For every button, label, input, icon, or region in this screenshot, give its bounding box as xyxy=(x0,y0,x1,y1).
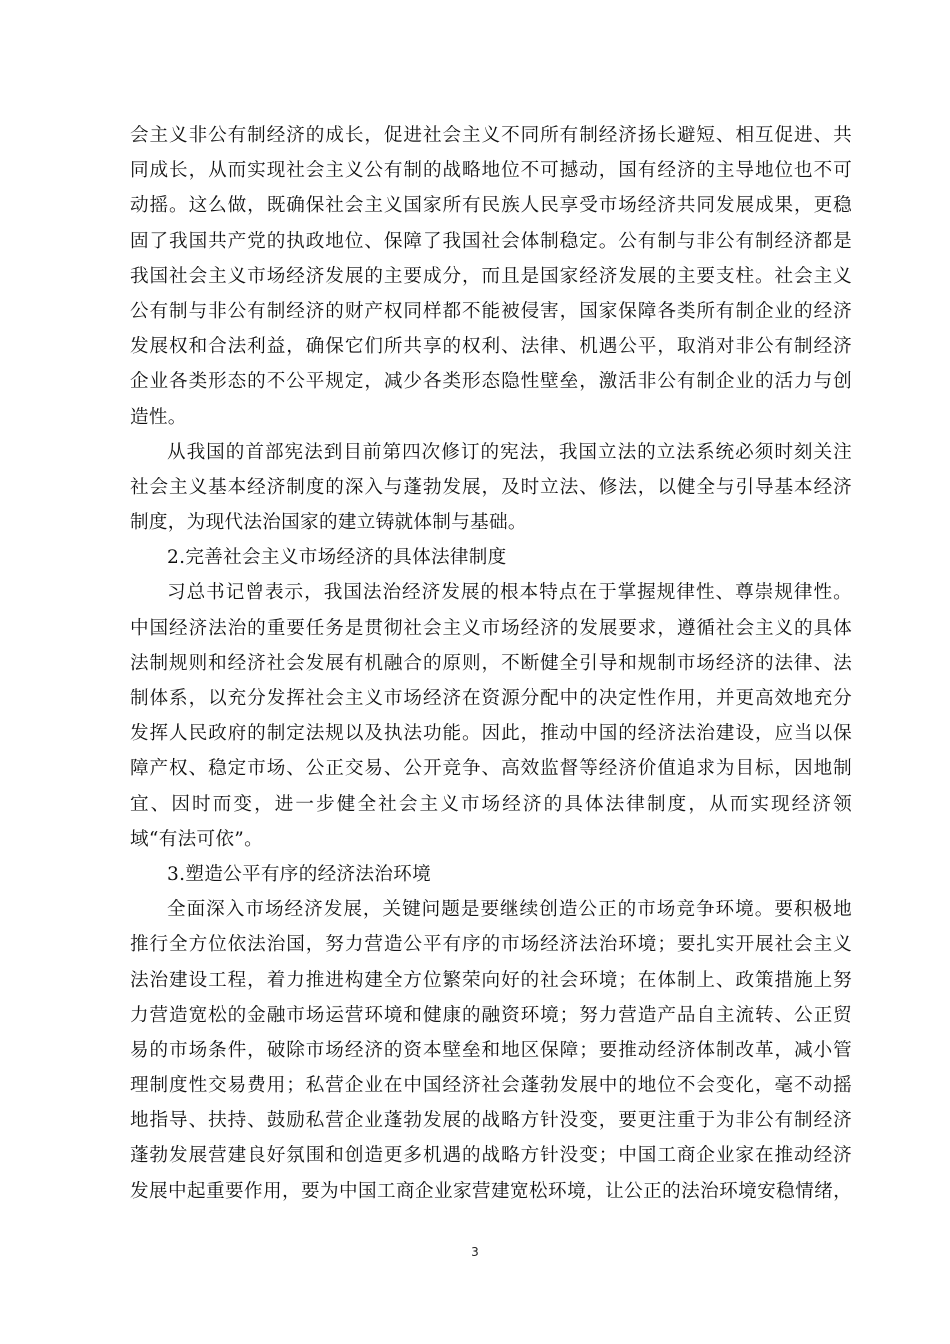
page-number: 3 xyxy=(471,1245,479,1259)
paragraph-line: 力营造宽松的金融市场运营环境和健康的融资环境；努力营造产品自主流转、公正贸 xyxy=(130,1004,852,1026)
paragraph-line: 习总书记曾表示，我国法治经济发展的根本特点在于掌握规律性、尊崇规律性。 xyxy=(167,582,852,604)
paragraph-line: 推行全方位依法治国，努力营造公平有序的市场经济法治环境；要扎实开展社会主义 xyxy=(130,934,852,956)
paragraph-line: 发展权和合法利益，确保它们所共享的权利、法律、机遇公平，取消对非公有制经济 xyxy=(130,336,852,358)
section-heading: 2.完善社会主义市场经济的具体法律制度 xyxy=(167,547,507,569)
paragraph-line: 公有制与非公有制经济的财产权同样都不能被侵害，国家保障各类所有制企业的经济 xyxy=(130,300,852,322)
paragraph-line: 蓬勃发展营建良好氛围和创造更多机遇的战略方针没变；中国工商企业家在推动经济 xyxy=(130,1145,852,1167)
paragraph-line: 理制度性交易费用；私营企业在中国经济社会蓬勃发展中的地位不会变化，毫不动摇 xyxy=(130,1075,852,1097)
paragraph-line: 域“有法可依”。 xyxy=(130,828,263,850)
paragraph-line: 障产权、稳定市场、公正交易、公开竞争、高效监督等经济价值追求为目标，因地制 xyxy=(130,758,852,780)
paragraph-line: 固了我国共产党的执政地位、保障了我国社会体制稳定。公有制与非公有制经济都是 xyxy=(130,230,852,252)
paragraph-line: 造性。 xyxy=(130,406,187,428)
paragraph-line: 宜、因时而变，进一步健全社会主义市场经济的具体法律制度，从而实现经济领 xyxy=(130,793,852,815)
paragraph-line: 地指导、扶持、鼓励私营企业蓬勃发展的战略方针没变，要更注重于为非公有制经济 xyxy=(130,1110,852,1132)
paragraph-line: 发展中起重要作用，要为中国工商企业家营建宽松环境，让公正的法治环境安稳情绪， xyxy=(130,1180,852,1202)
paragraph-line: 企业各类形态的不公平规定，减少各类形态隐性壁垒，激活非公有制企业的活力与创 xyxy=(130,371,852,393)
paragraph-line: 发挥人民政府的制定法规以及执法功能。因此，推动中国的经济法治建设，应当以保 xyxy=(130,723,852,745)
paragraph-line: 社会主义基本经济制度的深入与蓬勃发展，及时立法、修法，以健全与引导基本经济 xyxy=(130,476,852,498)
document-body xyxy=(130,118,852,1209)
paragraph-line: 全面深入市场经济发展，关键问题是要继续创造公正的市场竞争环境。要积极地 xyxy=(167,899,852,921)
paragraph-line: 法制规则和经济社会发展有机融合的原则，不断健全引导和规制市场经济的法律、法 xyxy=(130,652,852,674)
paragraph-line: 中国经济法治的重要任务是贯彻社会主义市场经济的发展要求，遵循社会主义的具体 xyxy=(130,617,852,639)
paragraph-line: 会主义非公有制经济的成长，促进社会主义不同所有制经济扬长避短、相互促进、共 xyxy=(130,125,852,146)
paragraph-line: 动摇。这么做，既确保社会主义国家所有民族人民享受市场经济共同发展成果，更稳 xyxy=(130,195,852,217)
paragraph-line: 从我国的首部宪法到目前第四次修订的宪法，我国立法的立法系统必须时刻关注 xyxy=(167,441,852,463)
paragraph-line: 制体系，以充分发挥社会主义市场经济在资源分配中的决定性作用，并更高效地充分 xyxy=(130,688,852,709)
paragraph-line: 法治建设工程，着力推进构建全方位繁荣向好的社会环境；在体制上、政策措施上努 xyxy=(130,969,852,991)
paragraph-line: 同成长，从而实现社会主义公有制的战略地位不可撼动，国有经济的主导地位也不可 xyxy=(130,160,852,182)
paragraph-line: 我国社会主义市场经济发展的主要成分，而且是国家经济发展的主要支柱。社会主义 xyxy=(130,265,852,287)
paragraph-line: 制度，为现代法治国家的建立铸就体制与基础。 xyxy=(130,512,527,534)
paragraph-line: 易的市场条件，破除市场经济的资本壁垒和地区保障；要推动经济体制改革，减小管 xyxy=(130,1039,852,1061)
section-heading: 3.塑造公平有序的经济法治环境 xyxy=(167,863,431,885)
